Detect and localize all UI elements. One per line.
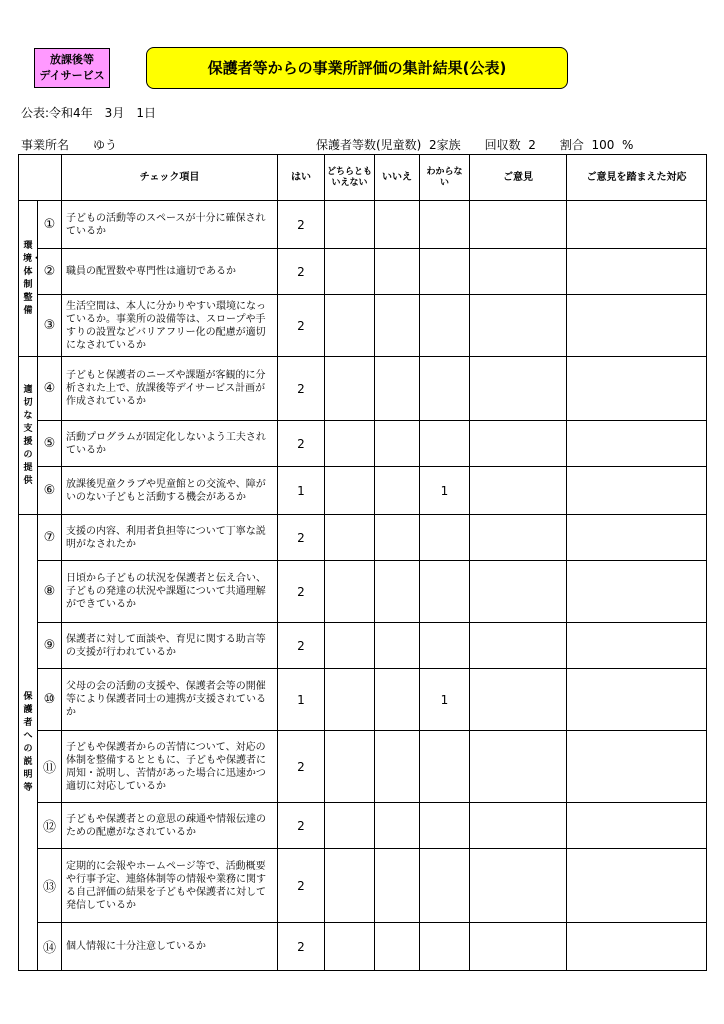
item-number: ⑭ [38,923,62,971]
header-check-item: チェック項目 [62,155,278,201]
response-cell [567,849,707,923]
check-item-text: 子どもや保護者からの苦情について、対応の体制を整備するとともに、子どもや保護者に周知・説明し、苦情があった場合に迅速かつ適切に対応しているか [62,731,278,803]
neither-count [325,421,375,467]
office-name: 事業所名 ゆう [21,136,276,155]
response-cell [567,295,707,357]
opinion-cell [470,669,567,731]
response-cell [567,515,707,561]
table-row [19,421,707,467]
table-body [19,201,707,971]
yes-count: 2 [278,249,325,295]
opinion-cell [470,515,567,561]
opinion-cell [470,849,567,923]
table-row [19,201,707,249]
response-cell [567,467,707,515]
no-count [375,515,420,561]
table-row [19,357,707,421]
category-environment [19,201,42,357]
neither-count [325,561,375,623]
service-type-badge: 放課後等 デイサービス [34,48,110,88]
table-row [19,803,707,849]
header-row [19,155,707,201]
category-label: 適切な支援の提供 [23,384,33,486]
no-count [375,201,420,249]
opinion-cell [470,923,567,971]
item-number: ⑪ [38,731,62,803]
check-item-text: 個人情報に十分注意しているか [62,923,278,971]
category-label: 保護者への説明等 [23,691,33,793]
publish-date: 公表:令和4年 3月 1日 [21,106,156,120]
neither-count [325,623,375,669]
table-row [19,467,707,515]
header-response: ご意見を踏まえた対応 [567,155,707,201]
unknown-count [420,515,470,561]
check-item-text: 子どもと保護者のニーズや課題が客観的に分析された上で、放課後等デイサービス計画が作成されているか [62,357,278,421]
unknown-count [420,623,470,669]
table-row [19,731,707,803]
yes-count: 2 [278,849,325,923]
item-number: ⑤ [38,421,62,467]
response-cell [567,357,707,421]
yes-count: 2 [278,803,325,849]
response-cell [567,731,707,803]
opinion-cell [470,249,567,295]
item-number: ⑩ [38,669,62,731]
response-cell [567,561,707,623]
check-item-text: 定期的に会報やホームページ等で、活動概要や行事予定、連絡体制等の情報や業務に関する自己評価の結果を子どもや保護者に対して発信しているか [62,849,278,923]
table-row [19,623,707,669]
yes-count: 2 [278,561,325,623]
neither-count [325,201,375,249]
table-row [19,295,707,357]
item-number: ⑧ [38,561,62,623]
category-support [19,357,38,515]
unknown-count [420,421,470,467]
evaluation-table [18,154,707,971]
table-row [19,669,707,731]
item-number: ⑥ [38,467,62,515]
check-item-text: 支援の内容、利用者負担等について丁寧な説明がなされたか [62,515,278,561]
neither-count [325,923,375,971]
item-number: ④ [38,357,62,421]
unknown-count [420,201,470,249]
unknown-count [420,923,470,971]
header-neither: どちらとも いえない [325,155,375,201]
unknown-count [420,357,470,421]
yes-count: 2 [278,357,325,421]
no-count [375,357,420,421]
table-row [19,923,707,971]
neither-count [325,669,375,731]
opinion-cell [470,731,567,803]
neither-count [325,249,375,295]
item-number: ⑦ [38,515,62,561]
no-count [375,421,420,467]
opinion-cell [470,421,567,467]
opinion-cell [470,561,567,623]
yes-count: 2 [278,623,325,669]
no-count [375,295,420,357]
table-row [19,561,707,623]
unknown-count [420,849,470,923]
check-item-text: 職員の配置数や専門性は適切であるか [62,249,278,295]
check-item-text: 子どもの活動等のスペースが十分に確保されているか [62,201,278,249]
check-item-text: 保護者に対して面談や、育児に関する助言等の支援が行われているか [62,623,278,669]
check-item-text: 父母の会の活動の支援や、保護者会等の開催等により保護者同士の連携が支援されているか [62,669,278,731]
check-item-text: 放課後児童クラブや児童館との交流や、障がいのない子どもと活動する機会があるか [62,467,278,515]
no-count [375,803,420,849]
page-title: 保護者等からの事業所評価の集計結果(公表) [146,47,568,89]
opinion-cell [470,201,567,249]
no-count [375,623,420,669]
category-label: 環境・体制整備 [23,240,42,316]
header-blank [19,155,62,201]
no-count [375,849,420,923]
check-item-text: 生活空間は、本人に分かりやすい環境になっているか。事業所の設備等は、スロープや手すりの設置などバリアフリー化の配慮が適切になされているか [62,295,278,357]
neither-count [325,357,375,421]
yes-count: 1 [278,669,325,731]
table-row [19,249,707,295]
response-cell [567,803,707,849]
item-number: ② [38,249,62,295]
unknown-count [420,803,470,849]
item-number: ③ [38,295,62,357]
no-count [375,923,420,971]
yes-count: 2 [278,295,325,357]
header-yes: はい [278,155,325,201]
unknown-count: 1 [420,669,470,731]
no-count [375,561,420,623]
neither-count [325,849,375,923]
check-item-text: 日頃から子どもの状況を保護者と伝え合い、子どもの発達の状況や課題について共通理解ができているか [62,561,278,623]
item-number: ⑬ [38,849,62,923]
unknown-count: 1 [420,467,470,515]
neither-count [325,803,375,849]
response-summary: 保護者等数(児童数) 2家族 回収数 2 割合 100 % [316,136,704,155]
header-unknown: わからな い [420,155,470,201]
neither-count [325,467,375,515]
header-opinion: ご意見 [470,155,567,201]
neither-count [325,295,375,357]
unknown-count [420,561,470,623]
opinion-cell [470,357,567,421]
opinion-cell [470,295,567,357]
unknown-count [420,731,470,803]
check-item-text: 活動プログラムが固定化しないよう工夫されているか [62,421,278,467]
yes-count: 2 [278,515,325,561]
table-row [19,515,707,561]
header-no: いいえ [375,155,420,201]
response-cell [567,669,707,731]
unknown-count [420,295,470,357]
response-cell [567,623,707,669]
item-number: ⑨ [38,623,62,669]
response-cell [567,201,707,249]
check-item-text: 子どもや保護者との意思の疎通や情報伝達のための配慮がなされているか [62,803,278,849]
table-row [19,849,707,923]
response-cell [567,923,707,971]
yes-count: 1 [278,467,325,515]
opinion-cell [470,803,567,849]
neither-count [325,515,375,561]
no-count [375,467,420,515]
item-number: ⑫ [38,803,62,849]
no-count [375,249,420,295]
no-count [375,731,420,803]
no-count [375,669,420,731]
unknown-count [420,249,470,295]
yes-count: 2 [278,923,325,971]
category-parent-explanation [19,515,38,971]
response-cell [567,421,707,467]
yes-count: 2 [278,421,325,467]
opinion-cell [470,623,567,669]
yes-count: 2 [278,201,325,249]
opinion-cell [470,467,567,515]
neither-count [325,731,375,803]
item-number: ① [38,201,62,249]
response-cell [567,249,707,295]
yes-count: 2 [278,731,325,803]
